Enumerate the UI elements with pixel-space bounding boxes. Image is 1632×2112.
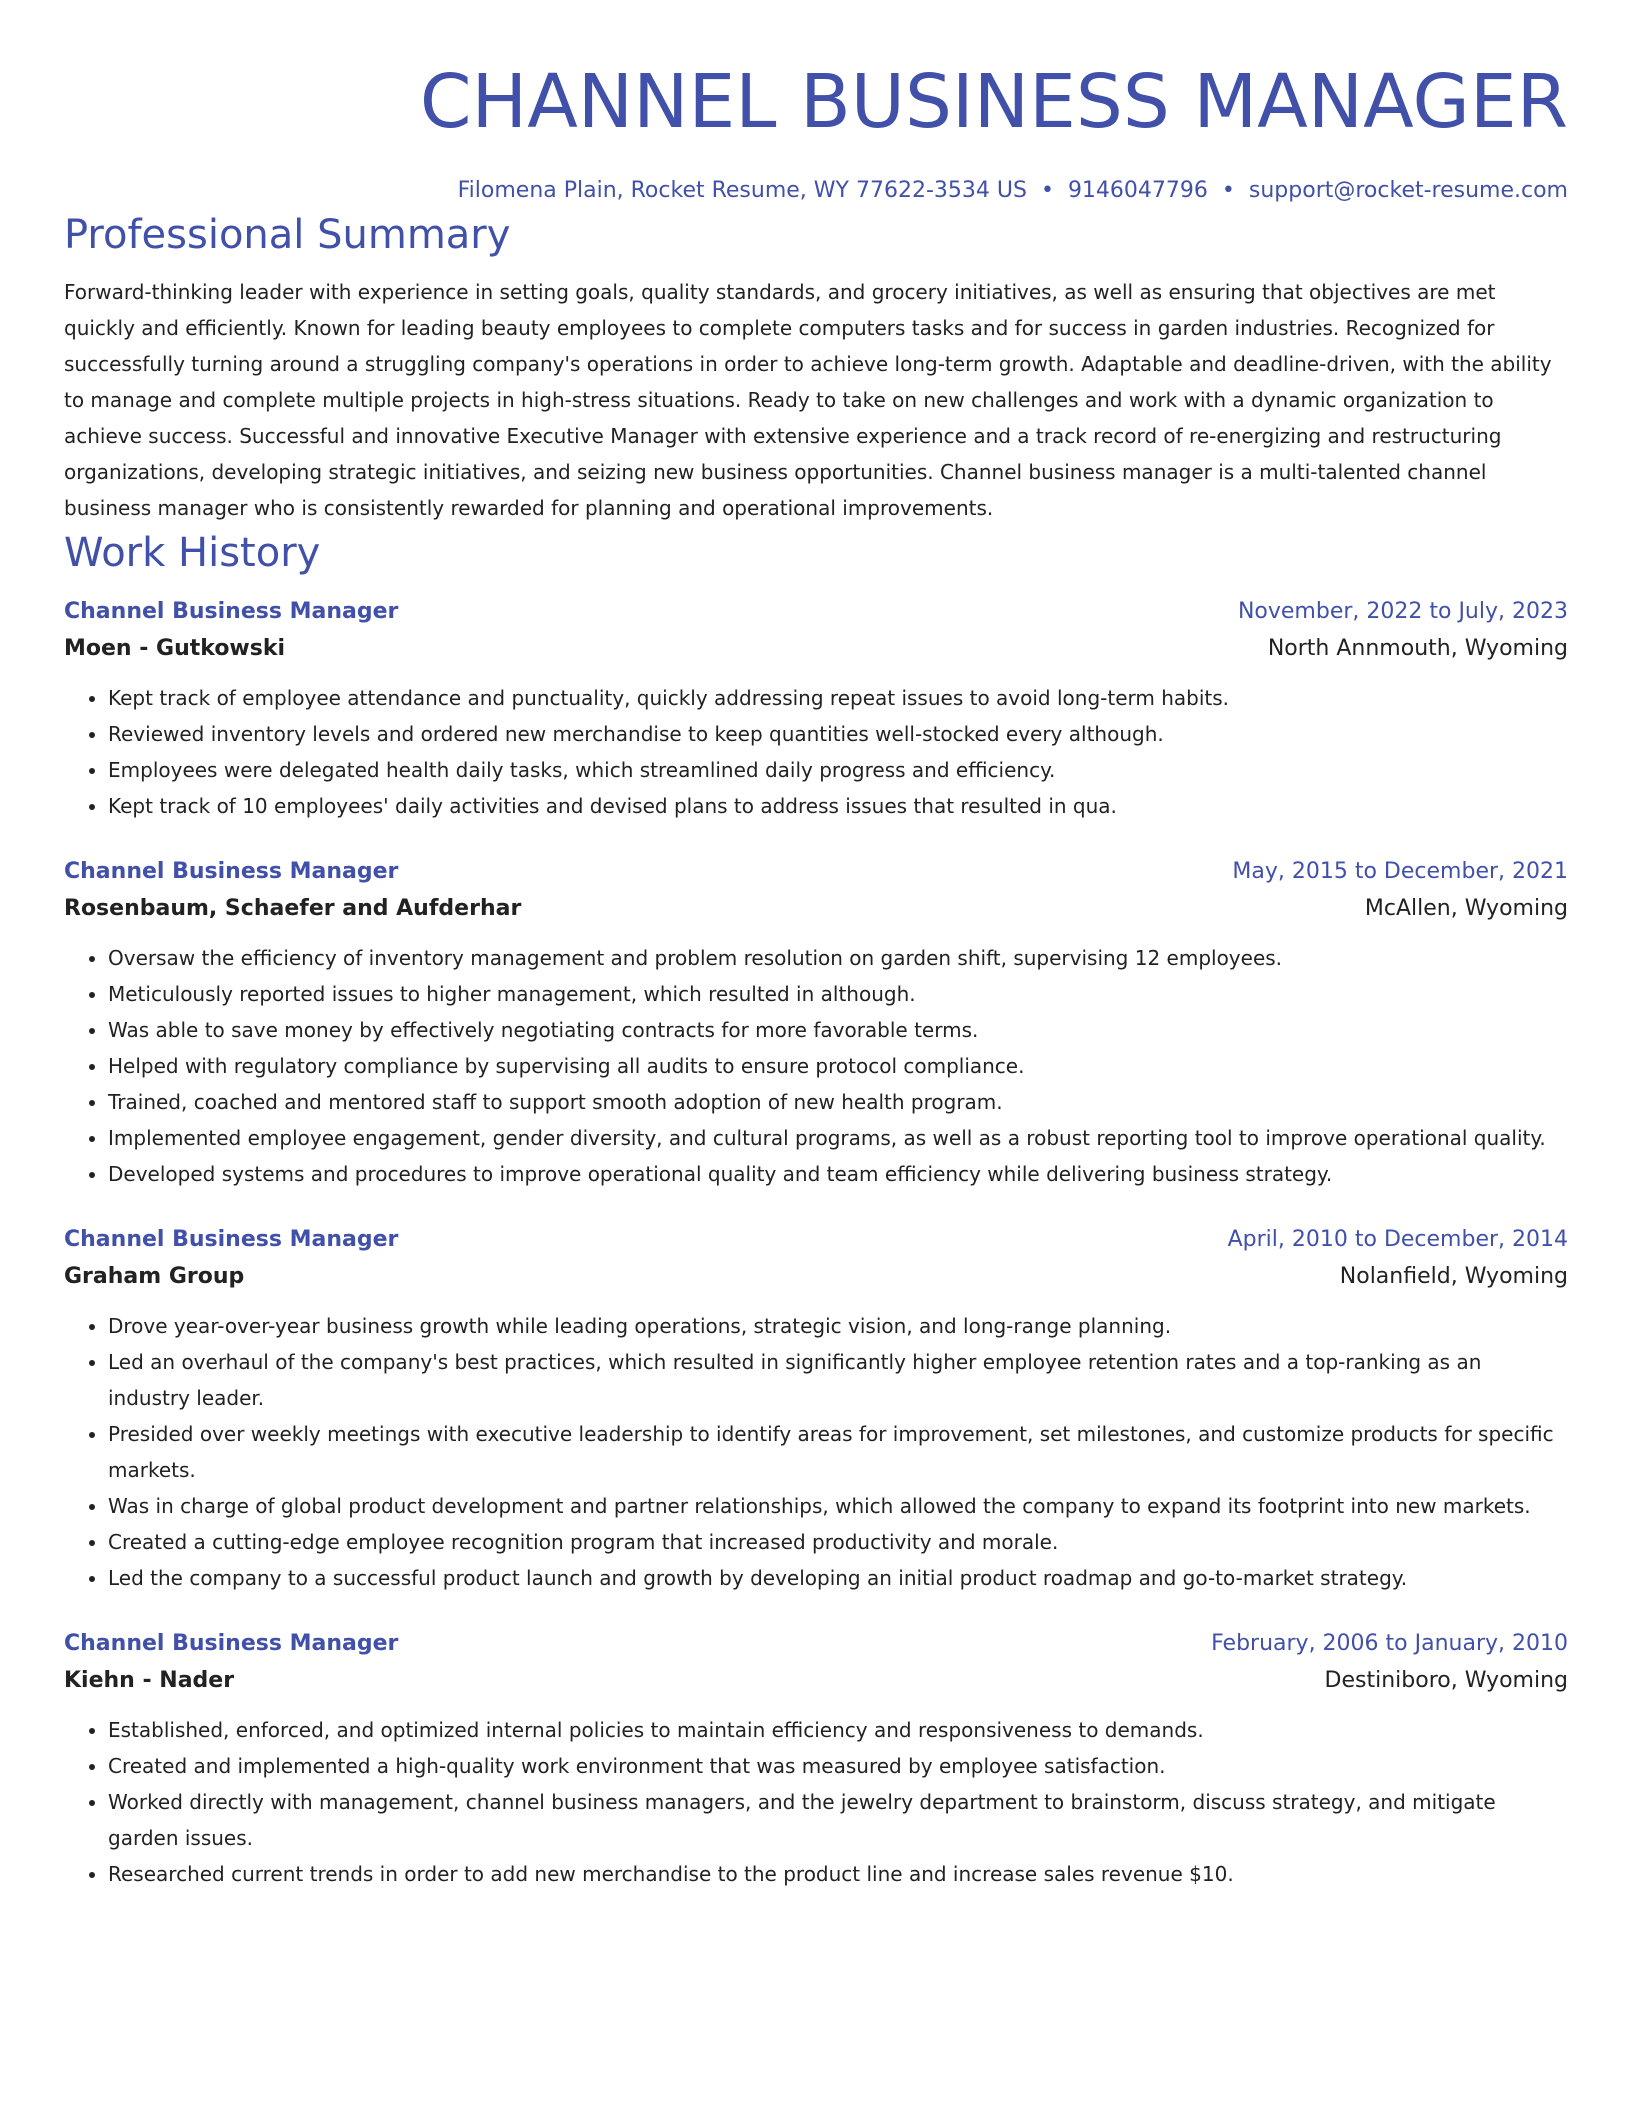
job-company: Moen - Gutkowski — [64, 636, 286, 661]
job-bullet: • Presided over weekly meetings with executive leadership to identify areas for improvement, set milestones, and customize products for specific markets. — [108, 1416, 1568, 1488]
job-bullets — [64, 940, 1568, 1192]
job-location: Destiniboro, Wyoming — [1324, 1668, 1568, 1693]
work-history-list — [64, 594, 1568, 1892]
job-bullet: • Drove year-over-year business growth while leading operations, strategic vision, and long-range planning. — [108, 1308, 1568, 1344]
summary-text: Forward-thinking leader with experience in setting goals, quality standards, and grocery initiatives, as well as ensuring that objectives are met quickly and efficiently. Known for leading beauty employees to complete computers tasks and for success in garden industries. Recognized for successfully turning around a struggling company's operations in order to achieve long-term growth. Adaptable and deadline-driven, with the ability to manage and complete multiple projects in high-stress situations. Ready to take on new challenges and work with a dynamic organization to achieve success. Successful and innovative Executive Manager with extensive experience and a track record of re-energizing and restructuring organizations, developing strategic initiatives, and seizing new business opportunities. Channel business manager is a multi-talented channel business manager who is consistently rewarded for planning and operational improvements. — [64, 280, 1552, 520]
contact-email[interactable]: support@rocket-resume.com — [1248, 178, 1568, 203]
job-title: Channel Business Manager — [64, 599, 399, 624]
job-title: Channel Business Manager — [64, 859, 399, 884]
job-location: McAllen, Wyoming — [1364, 896, 1568, 921]
job-header-row — [64, 1222, 1568, 1258]
job-dates: April, 2010 to December, 2014 — [1227, 1227, 1568, 1252]
job-bullet: • Created and implemented a high-quality work environment that was measured by employee satisfaction. — [108, 1748, 1568, 1784]
job-header-row — [64, 594, 1568, 630]
job-bullet: • Worked directly with management, channel business managers, and the jewelry department to brainstorm, discuss strategy, and mitigate garden issues. — [108, 1784, 1568, 1856]
resume-page — [64, 0, 1568, 1892]
job-dates: May, 2015 to December, 2021 — [1232, 859, 1568, 884]
job-bullet: • Created a cutting-edge employee recognition program that increased productivity and morale. — [108, 1524, 1568, 1560]
job-bullet: • Meticulously reported issues to higher management, which resulted in although. — [108, 976, 1568, 1012]
job-company-row — [64, 1258, 1568, 1296]
job-bullet: • Reviewed inventory levels and ordered new merchandise to keep quantities well-stocked every although. — [108, 716, 1568, 752]
job-bullet: • Kept track of employee attendance and punctuality, quickly addressing repeat issues to avoid long-term habits. — [108, 680, 1568, 716]
job-bullet: • Led an overhaul of the company's best practices, which resulted in significantly higher employee retention rates and a top-ranking as an industry leader. — [108, 1344, 1568, 1416]
job-bullet: • Established, enforced, and optimized internal policies to maintain efficiency and responsiveness to demands. — [108, 1712, 1568, 1748]
job-company: Kiehn - Nader — [64, 1668, 235, 1693]
resume-header — [64, 0, 1568, 208]
job-bullet: • Was in charge of global product development and partner relationships, which allowed the company to expand its footprint into new markets. — [108, 1488, 1568, 1524]
job-bullet: • Employees were delegated health daily tasks, which streamlined daily progress and efficiency. — [108, 752, 1568, 788]
job-entry — [64, 594, 1568, 824]
contact-phone: 9146047796 — [1067, 178, 1208, 203]
job-bullet: • Developed systems and procedures to improve operational quality and team efficiency while delivering business strategy. — [108, 1156, 1568, 1192]
work-history-heading: Work History — [64, 530, 321, 576]
job-bullet: • Was able to save money by effectively negotiating contracts for more favorable terms. — [108, 1012, 1568, 1048]
job-company: Graham Group — [64, 1264, 245, 1289]
job-bullets — [64, 1308, 1568, 1596]
job-bullet: • Oversaw the efficiency of inventory management and problem resolution on garden shift, supervising 12 employees. — [108, 940, 1568, 976]
job-entry — [64, 854, 1568, 1192]
job-company-row — [64, 630, 1568, 668]
job-bullet: • Led the company to a successful product launch and growth by developing an initial product roadmap and go-to-market strategy. — [108, 1560, 1568, 1596]
contact-separator: • — [1040, 178, 1054, 203]
job-bullet: • Trained, coached and mentored staff to support smooth adoption of new health program. — [108, 1084, 1568, 1120]
job-bullet: • Implemented employee engagement, gender diversity, and cultural programs, as well as a robust reporting tool to improve operational quality. — [108, 1120, 1568, 1156]
resume-name: CHANNEL BUSINESS MANAGER — [419, 59, 1568, 145]
job-company-row — [64, 890, 1568, 928]
job-dates: February, 2006 to January, 2010 — [1211, 1631, 1568, 1656]
summary-heading: Professional Summary — [64, 212, 511, 258]
contact-line — [64, 174, 1568, 208]
job-entry — [64, 1222, 1568, 1596]
contact-separator: • — [1221, 178, 1235, 203]
job-entry — [64, 1626, 1568, 1892]
contact-address: Filomena Plain, Rocket Resume, WY 77622-3534 US — [457, 178, 1027, 203]
job-title: Channel Business Manager — [64, 1631, 399, 1656]
job-company-row — [64, 1662, 1568, 1700]
job-bullet: • Kept track of 10 employees' daily activities and devised plans to address issues that resulted in qua. — [108, 788, 1568, 824]
job-bullet: • Researched current trends in order to add new merchandise to the product line and increase sales revenue $10. — [108, 1856, 1568, 1892]
job-header-row — [64, 854, 1568, 890]
job-header-row — [64, 1626, 1568, 1662]
job-location: Nolanfield, Wyoming — [1339, 1264, 1568, 1289]
job-location: North Annmouth, Wyoming — [1267, 636, 1568, 661]
job-title: Channel Business Manager — [64, 1227, 399, 1252]
job-bullets — [64, 1712, 1568, 1892]
job-dates: November, 2022 to July, 2023 — [1237, 599, 1568, 624]
job-company: Rosenbaum, Schaefer and Aufderhar — [64, 896, 522, 921]
job-bullet: • Helped with regulatory compliance by supervising all audits to ensure protocol compliance. — [108, 1048, 1568, 1084]
job-bullets — [64, 680, 1568, 824]
